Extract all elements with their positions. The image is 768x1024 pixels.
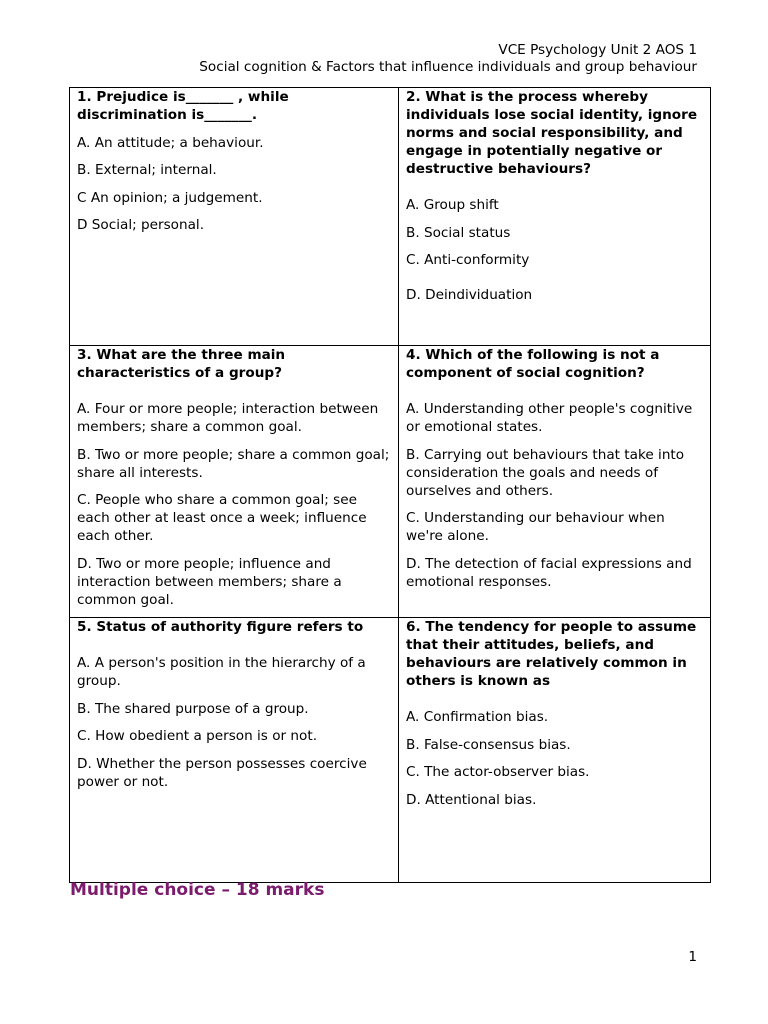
header-topic-subtitle: Social cognition & Factors that influence individuals and group behaviour (199, 58, 697, 75)
option-d: D. The detection of facial expressions and emotional responses. (406, 555, 692, 590)
table-row (70, 618, 711, 883)
question-cell-3 (70, 346, 399, 618)
option-a: A. An attitude; a behaviour. (77, 134, 264, 151)
option-d: D. Deindividuation (406, 287, 533, 303)
option-d: D. Attentional bias. (406, 791, 537, 808)
question-text: 3. What are the three main characteristics of a group? (77, 347, 286, 381)
question-cell-6 (399, 618, 711, 883)
option-a: A. Confirmation bias. (406, 709, 549, 725)
option-b: B. External; internal. (77, 162, 217, 178)
option-d: D. Whether the person possesses coercive power or not. (77, 755, 367, 790)
option-c: C. People who share a common goal; see each other at least once a week; influence each other. (77, 492, 367, 544)
option-c: C. How obedient a person is or not. (77, 728, 318, 744)
option-c: C. Understanding our behaviour when we're alone. (406, 510, 665, 544)
table-row (70, 346, 711, 618)
document-header (199, 42, 697, 75)
option-c: C. The actor-observer bias. (406, 764, 590, 780)
option-a: A. Four or more people; interaction between members; share a common goal. (77, 401, 379, 435)
question-cell-4 (399, 346, 711, 618)
question-cell-5 (70, 618, 399, 883)
option-a: A. Understanding other people's cognitive or emotional states. (406, 401, 693, 435)
option-d: D Social; personal. (77, 217, 205, 233)
header-course-title: VCE Psychology Unit 2 AOS 1 (498, 42, 697, 58)
question-text: 5. Status of authority figure refers to (77, 619, 364, 635)
option-b: B. Carrying out behaviours that take into consideration the goals and needs of ourselves and others. (406, 446, 685, 499)
option-a: A. Group shift (406, 197, 499, 213)
option-d: D. Two or more people; influence and interaction between members; share a common goal. (77, 555, 342, 608)
option-a: A. A person's position in the hierarchy of a group. (77, 655, 366, 689)
option-b: B. Two or more people; share a common goal; share all interests. (77, 446, 390, 481)
section-title: Multiple choice – 18 marks (70, 880, 325, 900)
question-text: 4. Which of the following is not a component of social cognition? (406, 347, 660, 381)
page-number: 1 (688, 949, 697, 965)
option-b: B. The shared purpose of a group. (77, 700, 309, 717)
option-b: B. Social status (406, 224, 511, 241)
quiz-table (69, 87, 711, 883)
question-text: 2. What is the process whereby individuals lose social identity, ignore norms and social responsibility, and engage in potentially negative or destructive behaviours? (406, 89, 698, 177)
question-text: 6. The tendency for people to assume that their attitudes, beliefs, and behaviours are relatively common in others is known as (406, 619, 697, 689)
option-c: C An opinion; a judgement. (77, 189, 263, 206)
question-cell-1 (70, 88, 399, 346)
question-text: 1. Prejudice is_______ , while discrimination is_______. (77, 89, 289, 123)
question-cell-2 (399, 88, 711, 346)
option-c: C. Anti-conformity (406, 252, 530, 268)
option-b: B. False-consensus bias. (406, 736, 571, 753)
table-row (70, 88, 711, 346)
